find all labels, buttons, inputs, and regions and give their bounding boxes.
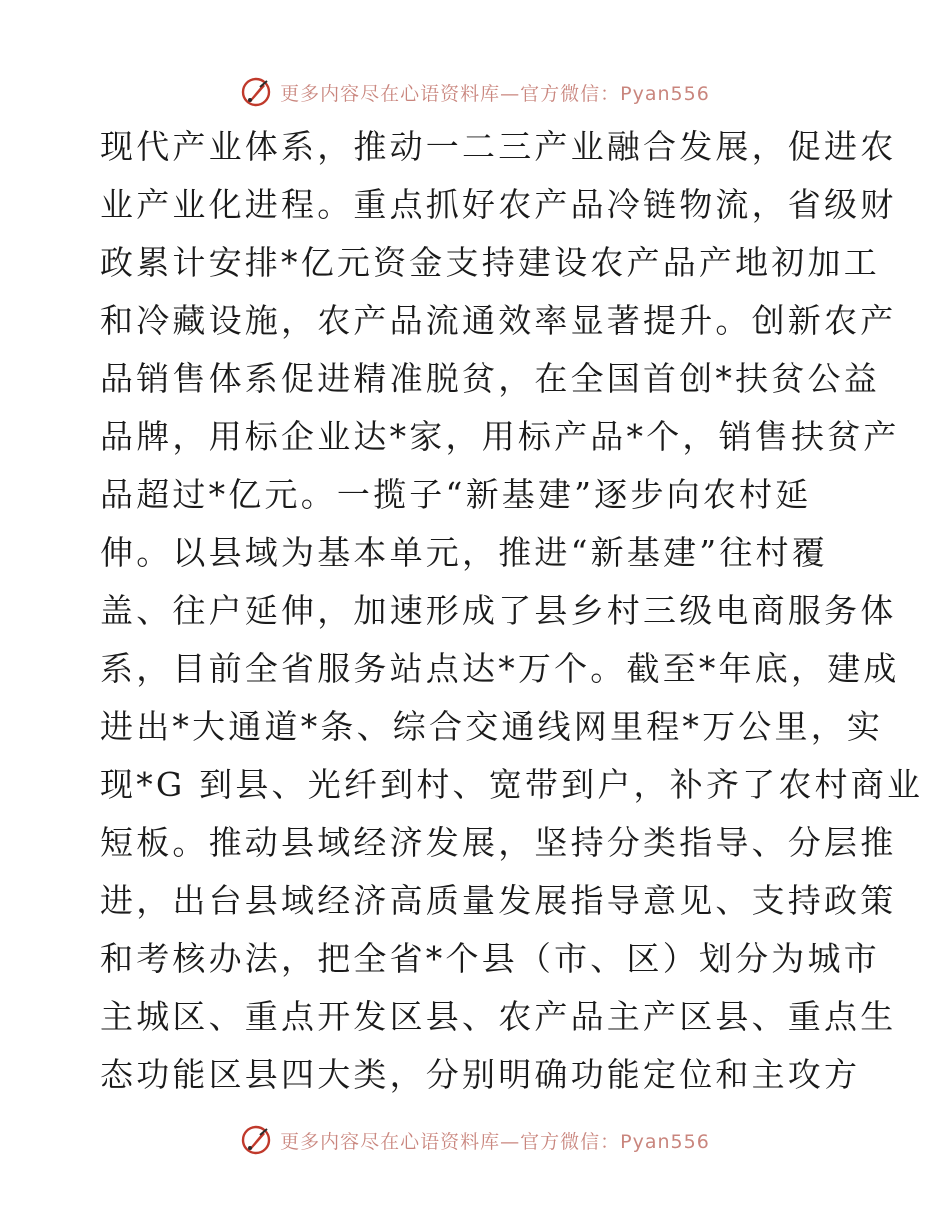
footer-wechat-id: Pyan556: [620, 1130, 710, 1153]
text-line: 系，目前全省服务站点达*万个。截至*年底，建成: [100, 649, 900, 688]
text-line: 进出*大通道*条、综合交通线网里程*万公里，实: [100, 707, 884, 746]
text-line: 短板。推动县域经济发展，坚持分类指导、分层推: [100, 823, 897, 862]
text-line: 和考核办法，把全省*个县（市、区）划分为城市: [100, 939, 880, 978]
text-line: 品销售体系促进精准脱贫，在全国首创*扶贫公益: [100, 359, 880, 398]
text-line: 主城区、重点开发区县、农产品主产区县、重点生: [100, 997, 897, 1036]
text-line: 态功能区县四大类，分别明确功能定位和主攻方: [100, 1055, 861, 1094]
quill-pen-logo-icon: [240, 76, 272, 108]
text-line: 现*G 到县、光纤到村、宽带到户，补齐了农村商业: [100, 765, 924, 804]
footer-watermark: [0, 1120, 950, 1160]
footer-watermark-text: 更多内容尽在心语资料库—官方微信：: [280, 1130, 621, 1153]
header-watermark: [0, 72, 950, 112]
text-line: 进，出台县域经济高质量发展指导意见、支持政策: [100, 881, 897, 920]
text-line: 政累计安排*亿元资金支持建设农产品产地初加工: [100, 243, 880, 282]
document-body: [100, 118, 924, 1104]
text-line: 和冷藏设施，农产品流通效率显著提升。创新农产: [100, 301, 897, 340]
text-line: 伸。以县域为基本单元，推进“新基建”往村覆: [100, 533, 828, 572]
text-line: 现代产业体系，推动一二三产业融合发展，促进农: [100, 127, 897, 166]
text-line: 业产业化进程。重点抓好农产品冷链物流，省级财: [100, 185, 897, 224]
text-line: 品牌，用标企业达*家，用标产品*个，销售扶贫产: [100, 417, 900, 456]
header-watermark-text: 更多内容尽在心语资料库—官方微信：: [280, 82, 621, 105]
text-line: 品超过*亿元。一揽子“新基建”逐步向农村延: [100, 475, 812, 514]
quill-pen-logo-icon: [240, 1124, 272, 1156]
text-line: 盖、往户延伸，加速形成了县乡村三级电商服务体: [100, 591, 897, 630]
header-wechat-id: Pyan556: [620, 82, 710, 105]
